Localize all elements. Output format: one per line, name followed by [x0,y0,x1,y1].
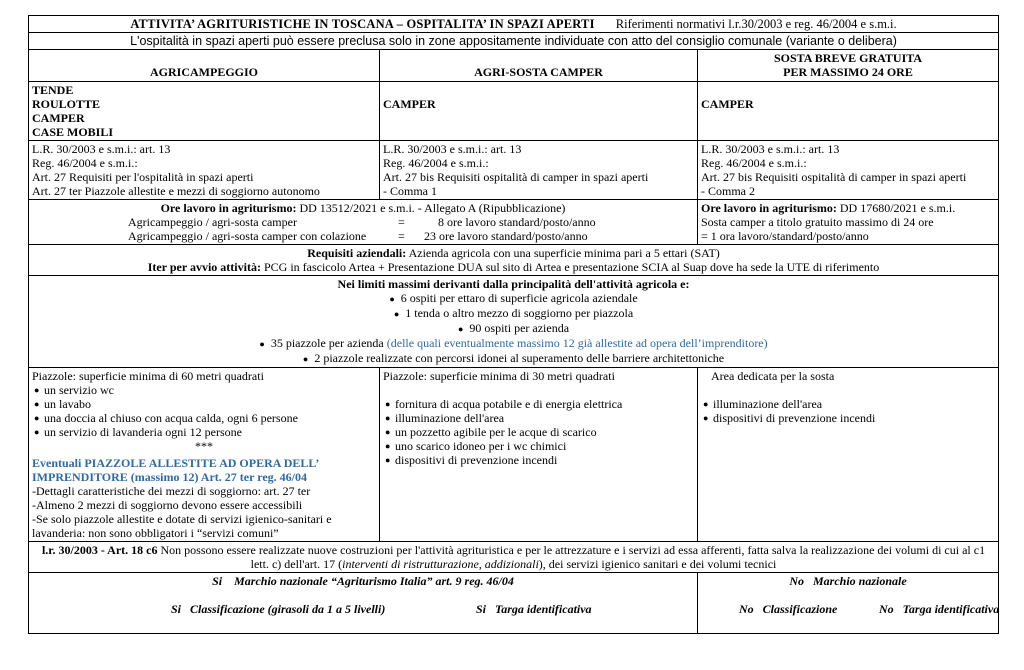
limits-row [29,276,999,368]
service-item: ● una doccia al chiuso con acqua calda, ogni 6 persone [32,411,376,425]
column-headers-row [29,50,999,82]
hours-right-text: DD 17680/2021 e s.m.i. [836,201,956,215]
hours-row1-eq: = [398,215,405,229]
service-item: ● un servizio wc [32,383,376,397]
norms-col3 [698,141,999,200]
norm-line: Reg. 46/2004 e s.m.i.: [383,156,489,170]
subtitle-row [29,33,999,50]
footer-right-targa: No Targa identificativa [879,602,1000,616]
services-col2-intro: Piazzole: superficie minima di 30 metri quadrati [383,369,615,383]
law-note-italic: interventi di ristrutturazione, addizionali [342,557,539,571]
hours-right-line2: Sosta camper a titolo gratuito massimo di 24 ore [701,215,934,229]
norm-line: Reg. 46/2004 e s.m.i.: [32,156,138,170]
iter-label: Iter per avvio attività: [147,260,261,274]
hours-right-line3: = 1 ora lavoro/standard/posto/anno [701,229,869,243]
piazzole-allestite-line1: Eventuali PIAZZOLE ALLESTITE AD OPERA DELL’ [32,456,320,470]
footer-right-classificazione: No Classificazione [739,602,838,616]
hours-left [29,200,698,245]
norm-line: L.R. 30/2003 e s.m.i.: art. 13 [32,142,171,156]
references: Riferimenti normativi l.r.30/2003 e reg. 46/2004 e s.m.i. [615,17,897,31]
service-item: ● un pozzetto agibile per le acque di scarico [383,425,694,439]
stars-separator: *** [195,439,213,453]
hours-right [698,200,999,245]
services-col2 [380,368,698,542]
hours-row1-value: 8 ore lavoro standard/posto/anno [438,215,596,229]
services-col1-intro: Piazzole: superficie minima di 60 metri quadrati [32,369,264,383]
norm-line: Reg. 46/2004 e s.m.i.: [701,156,807,170]
footer-left-targa: Si Targa identificativa [476,602,592,616]
subtitle: L'ospitalità in spazi aperti può essere preclusa solo in zone appositamente individuate con atto del consiglio comunale (variante o delibera) [29,33,999,50]
norm-line: - Comma 1 [383,184,437,198]
services-row [29,368,999,542]
norm-line: Art. 27 bis Requisiti ospitalità di camper in spazi aperti [701,170,967,184]
limit-item: 6 ospiti per ettaro di superficie agricola aziendale [400,291,638,305]
page-title: ATTIVITA’ AGRITURISTICHE IN TOSCANA – OSPITALITA’ IN SPAZI APERTI [130,17,595,31]
service-item: ● illuminazione dell'area [383,411,694,425]
vehicle-item: CASE MOBILI [32,125,114,139]
bullet-icon: ● [259,339,265,349]
vehicles-col2: CAMPER [383,97,436,111]
header-agri-sosta-camper: AGRI-SOSTA CAMPER [474,65,603,79]
limit-item-note: (delle quali eventualmente massimo 12 già allestite ad opera dell’imprenditore) [386,336,768,350]
vehicles-col3: CAMPER [701,97,754,111]
requirements-label: Requisiti aziendali: [307,246,407,260]
footer-right [698,573,999,634]
norm-line: Art. 27 Requisiti per l'ospitalità in spazi aperti [32,170,254,184]
service-item: ● fornitura di acqua potabile e di energia elettrica [383,397,694,411]
col1-note: lavanderia: non sono obbligatori i “servizi comuni” [32,526,279,540]
bullet-icon: ● [457,324,464,334]
vehicle-item: TENDE [32,83,74,97]
piazzole-allestite-line2: IMPRENDITORE (massimo 12) Art. 27 ter reg. 46/04 [32,470,307,484]
header-sosta-breve-line2: PER MASSIMO 24 ORE [783,65,913,79]
hours-row1-label: Agricampeggio / agri-sosta camper [128,215,297,229]
law-note-row [29,542,999,573]
law-note-text-a: Non possono essere realizzate nuove costruzioni per l'attività agrituristica e per le attrezzature e i servizi ad essa afferenti, fatta salva la realizzazione dei volumi di cui al c1 lett. c) dell'art. 17 ( [157,543,986,571]
norm-line: Art. 27 ter Piazzole allestite e mezzi di soggiorno autonomo [32,184,320,198]
service-item: ● dispositivi di prevenzione incendi [383,453,694,467]
hours-row2-eq: = [398,229,405,243]
bullet-icon: ● [393,309,400,319]
services-col1 [29,368,380,542]
law-note-label: l.r. 30/2003 - Art. 18 c6 [41,543,158,557]
col1-note: -Almeno 2 mezzi di soggiorno devono essere accessibili [32,498,303,512]
bullet-icon: ● [389,294,395,304]
law-note-text-b: ), dei servizi igienico sanitari e dei volumi tecnici [538,557,777,571]
bullet-icon: ● [302,354,309,364]
limit-item: 2 piazzole realizzate con percorsi idonei al superamento delle barriere architettoniche [314,351,725,365]
header-agricampeggio: AGRICAMPEGGIO [150,65,258,79]
col1-note: -Se solo piazzole allestite e dotate di servizi igienico-sanitari e [32,512,332,526]
limit-item: 1 tenda o altro mezzo di soggiorno per piazzola [405,306,634,320]
services-col3-intro: Area dedicata per la sosta [711,369,835,383]
footer-left-classificazione: Si Classificazione (girasoli da 1 a 5 livelli) [171,602,386,616]
norm-line: L.R. 30/2003 e s.m.i.: art. 13 [701,142,840,156]
hours-left-text: DD 13512/2021 e s.m.i. - Allegato A (Ripubblicazione) [296,201,566,215]
norm-line: Art. 27 bis Requisiti ospitalità di camper in spazi aperti [383,170,649,184]
header-sosta-breve-line1: SOSTA BREVE GRATUITA [773,51,923,65]
iter-text: PCG in fascicolo Artea + Presentazione DUA sul sito di Artea e presentazione SCIA al Suap dove ha sede la UTE di riferimento [260,260,880,274]
hours-left-label: Ore lavoro in agriturismo: [160,201,297,215]
service-item: ● un servizio di lavanderia ogni 12 persone [32,425,376,439]
requirements-text: Azienda agricola con una superficie minima pari a 5 ettari (SAT) [406,246,720,260]
service-item: ● dispositivi di prevenzione incendi [701,411,995,425]
hours-row2-value: 23 ore lavoro standard/posto/anno [424,229,588,243]
col1-note: -Dettagli caratteristiche dei mezzi di soggiorno: art. 27 ter [32,484,311,498]
norm-line: - Comma 2 [701,184,755,198]
limit-item: 90 ospiti per azienda [469,321,570,335]
title-row [29,16,999,33]
service-item: ● uno scarico idoneo per i wc chimici [383,439,694,453]
vehicle-item: CAMPER [32,111,85,125]
footer-right-line1: No Marchio nazionale [789,574,907,588]
norm-line: L.R. 30/2003 e s.m.i.: art. 13 [383,142,522,156]
norms-row [29,141,999,200]
service-item: ● un lavabo [32,397,376,411]
footer-left [29,573,698,634]
requirements-row [29,245,999,276]
main-table [28,15,999,634]
services-col3 [698,368,999,542]
norms-col1 [29,141,380,200]
hours-row [29,200,999,245]
vehicles-row [29,82,999,141]
norms-col2 [380,141,698,200]
hours-row2-label: Agricampeggio / agri-sosta camper con colazione [128,229,367,243]
hours-right-label: Ore lavoro in agriturismo: [701,201,837,215]
limits-heading: Nei limiti massimi derivanti dalla principalità dell'attività agricola e: [337,277,690,291]
service-item: ● illuminazione dell'area [701,397,995,411]
limit-item: 35 piazzole per azienda [270,336,387,350]
footer-row [29,573,999,634]
vehicle-item: ROULOTTE [32,97,101,111]
vehicles-col1 [29,82,380,141]
footer-left-line1: Si Marchio nazionale “Agriturismo Italia” art. 9 reg. 46/04 [212,574,514,588]
